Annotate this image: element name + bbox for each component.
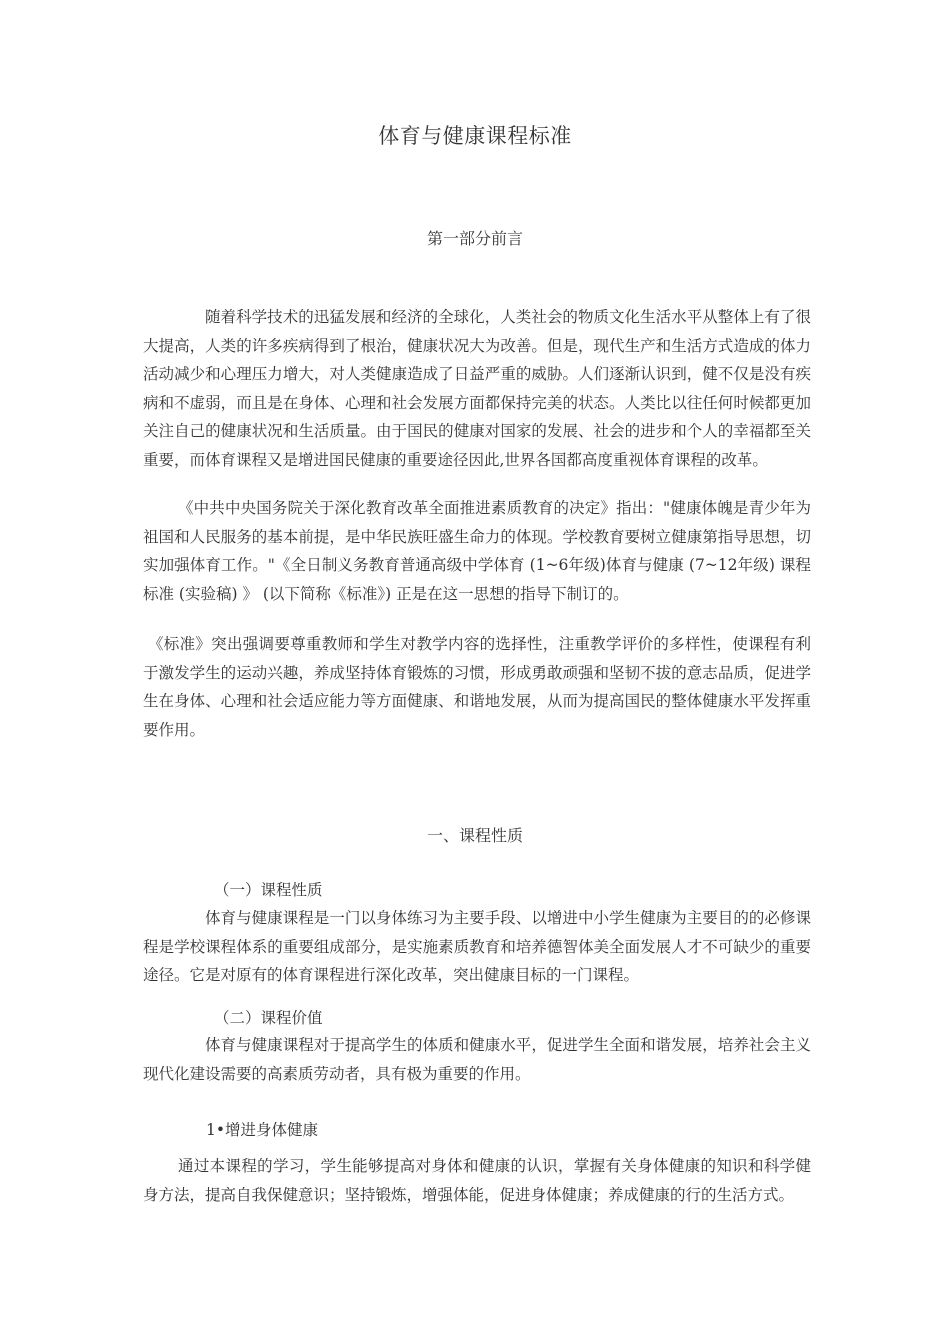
subsection-heading-nature: （一）课程性质 (214, 881, 323, 899)
part-heading: 第一部分前言 (426, 229, 523, 248)
section-heading: 一、课程性质 (426, 826, 523, 845)
subsection-text-value: 体育与健康课程对于提高学生的体质和健康水平，促进学生全面和谐发展，培养社会主义现代化建设需要的高素质劳动者，具有极为重要的作用。 (143, 1036, 811, 1083)
item-text-physical-health: 通过本课程的学习，学生能够提高对身体和健康的认识，掌握有关身体健康的知识和科学健身方法，提高自我保健意识；坚持锻炼，增强体能，促进身体健康；养成健康的行的生活方式。 (143, 1157, 811, 1204)
preface-paragraph-1: 随着科学技术的迅猛发展和经济的全球化，人类社会的物质文化生活水平从整体上有了很大提高，人类的许多疾病得到了根治，健康状况大为改善。但是，现代生产和生活方式造成的体力活动减少和心理压力增大，对人类健康造成了日益严重的威胁。人们逐渐认识到，健不仅是没有疾病和不虚弱，而且是在身体、心理和社会发展方面都保持完美的状态。人类比以往任何时候都更加关注自己的健康状况和生活质量。由于国民的健康对国家的发展、社会的进步和个人的幸福都至关重要，而体育课程又是增进国民健康的重要途径因此,世界各国都高度重视体育课程的改革。 (143, 308, 811, 469)
preface-paragraph-3: 《标准》突出强调要尊重教师和学生对教学内容的选择性，注重教学评价的多样性，使课程有利于激发学生的运动兴趣，养成坚持体育锻炼的习惯，形成勇敢顽强和坚韧不拔的意志品质，促进学生在身体、心理和社会适应能力等方面健康、和谐地发展，从而为提高国民的整体健康水平发挥重要作用。 (143, 635, 811, 739)
subsection-heading-value: （二）课程价值 (214, 1009, 323, 1027)
item-heading-physical-health: 1•增进身体健康 (206, 1121, 319, 1139)
document-title: 体育与健康课程标准 (378, 124, 572, 148)
preface-paragraph-2: 《中共中央国务院关于深化教育改革全面推进素质教育的决定》指出："健康体魄是青少年为祖国和人民服务的基本前提，是中华民族旺盛生命力的体现。学校教育要树立健康第指导思想，切实加强体育工作。"《全日制义务教育普通高级中学体育 (1~6年级)体育与健康 (7~12年级) 课程标准 (实验稿) 》 (以下简称《标准》) 正是在这一思想的指导下制订的。 (143, 499, 811, 603)
subsection-text-nature: 体育与健康课程是一门以身体练习为主要手段、以增进中小学生健康为主要目的的必修课程是学校课程体系的重要组成部分，是实施素质教育和培养德智体美全面发展人才不可缺少的重要途径。它是对原有的体育课程进行深化改革，突出健康目标的一门课程。 (143, 909, 811, 984)
